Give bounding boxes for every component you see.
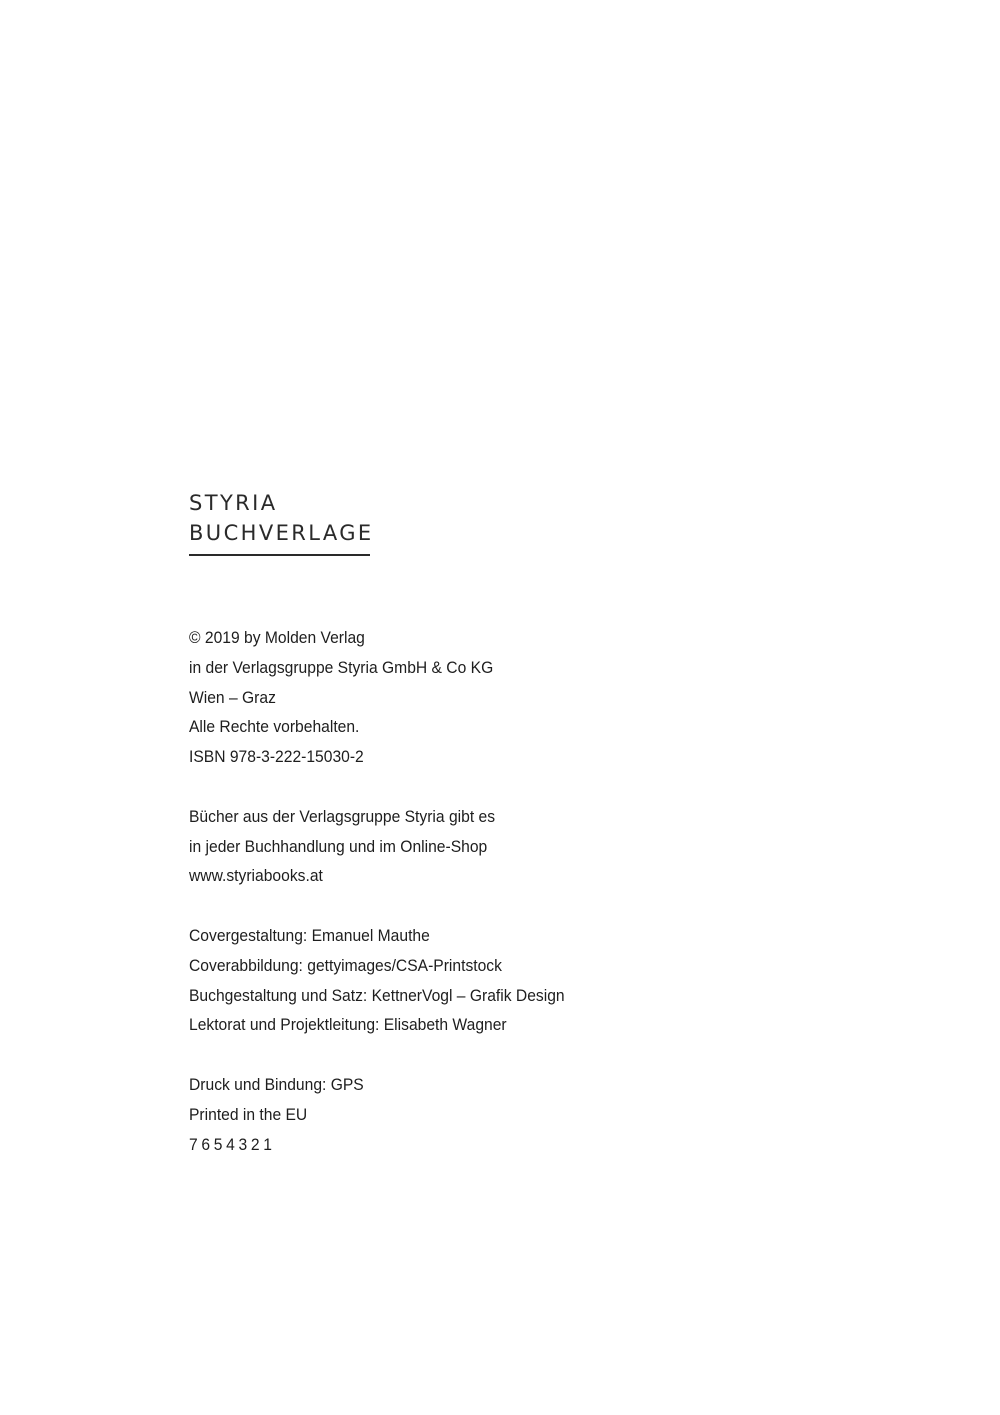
logo-underline [189,554,370,556]
publisher-logo [189,488,374,556]
rights-reserved-line: Alle Rechte vorbehalten. [189,717,360,737]
printing-block [189,1070,789,1159]
logo-line-buchverlage: BUCHVERLAGE [189,521,374,545]
availability-block [189,802,789,891]
imprint-page-text [189,623,789,1159]
publisher-group-line: in der Verlagsgruppe Styria GmbH & Co KG [189,657,494,677]
book-design-credit: Buchgestaltung und Satz: KettnerVogl – Grafik Design [189,985,565,1005]
publisher-location-line: Wien – Graz [189,687,276,707]
credits-block [189,921,789,1040]
availability-line-2: in jeder Buchhandlung und im Online-Shop [189,836,488,856]
print-run-number: 7654321 [189,1134,276,1154]
publisher-website: www.styriabooks.at [189,866,323,886]
logo-line-styria: STYRIA [189,491,278,515]
editing-credit: Lektorat und Projektleitung: Elisabeth Wagner [189,1015,507,1035]
isbn-line: ISBN 978-3-222-15030-2 [189,747,364,767]
printed-in-line: Printed in the EU [189,1104,308,1124]
copyright-block [189,623,789,772]
cover-image-credit: Coverabbildung: gettyimages/CSA-Printstock [189,955,502,975]
printing-credit: Druck und Bindung: GPS [189,1074,364,1094]
cover-design-credit: Covergestaltung: Emanuel Mauthe [189,925,430,945]
availability-line-1: Bücher aus der Verlagsgruppe Styria gibt es [189,806,496,826]
copyright-line: © 2019 by Molden Verlag [189,628,365,647]
